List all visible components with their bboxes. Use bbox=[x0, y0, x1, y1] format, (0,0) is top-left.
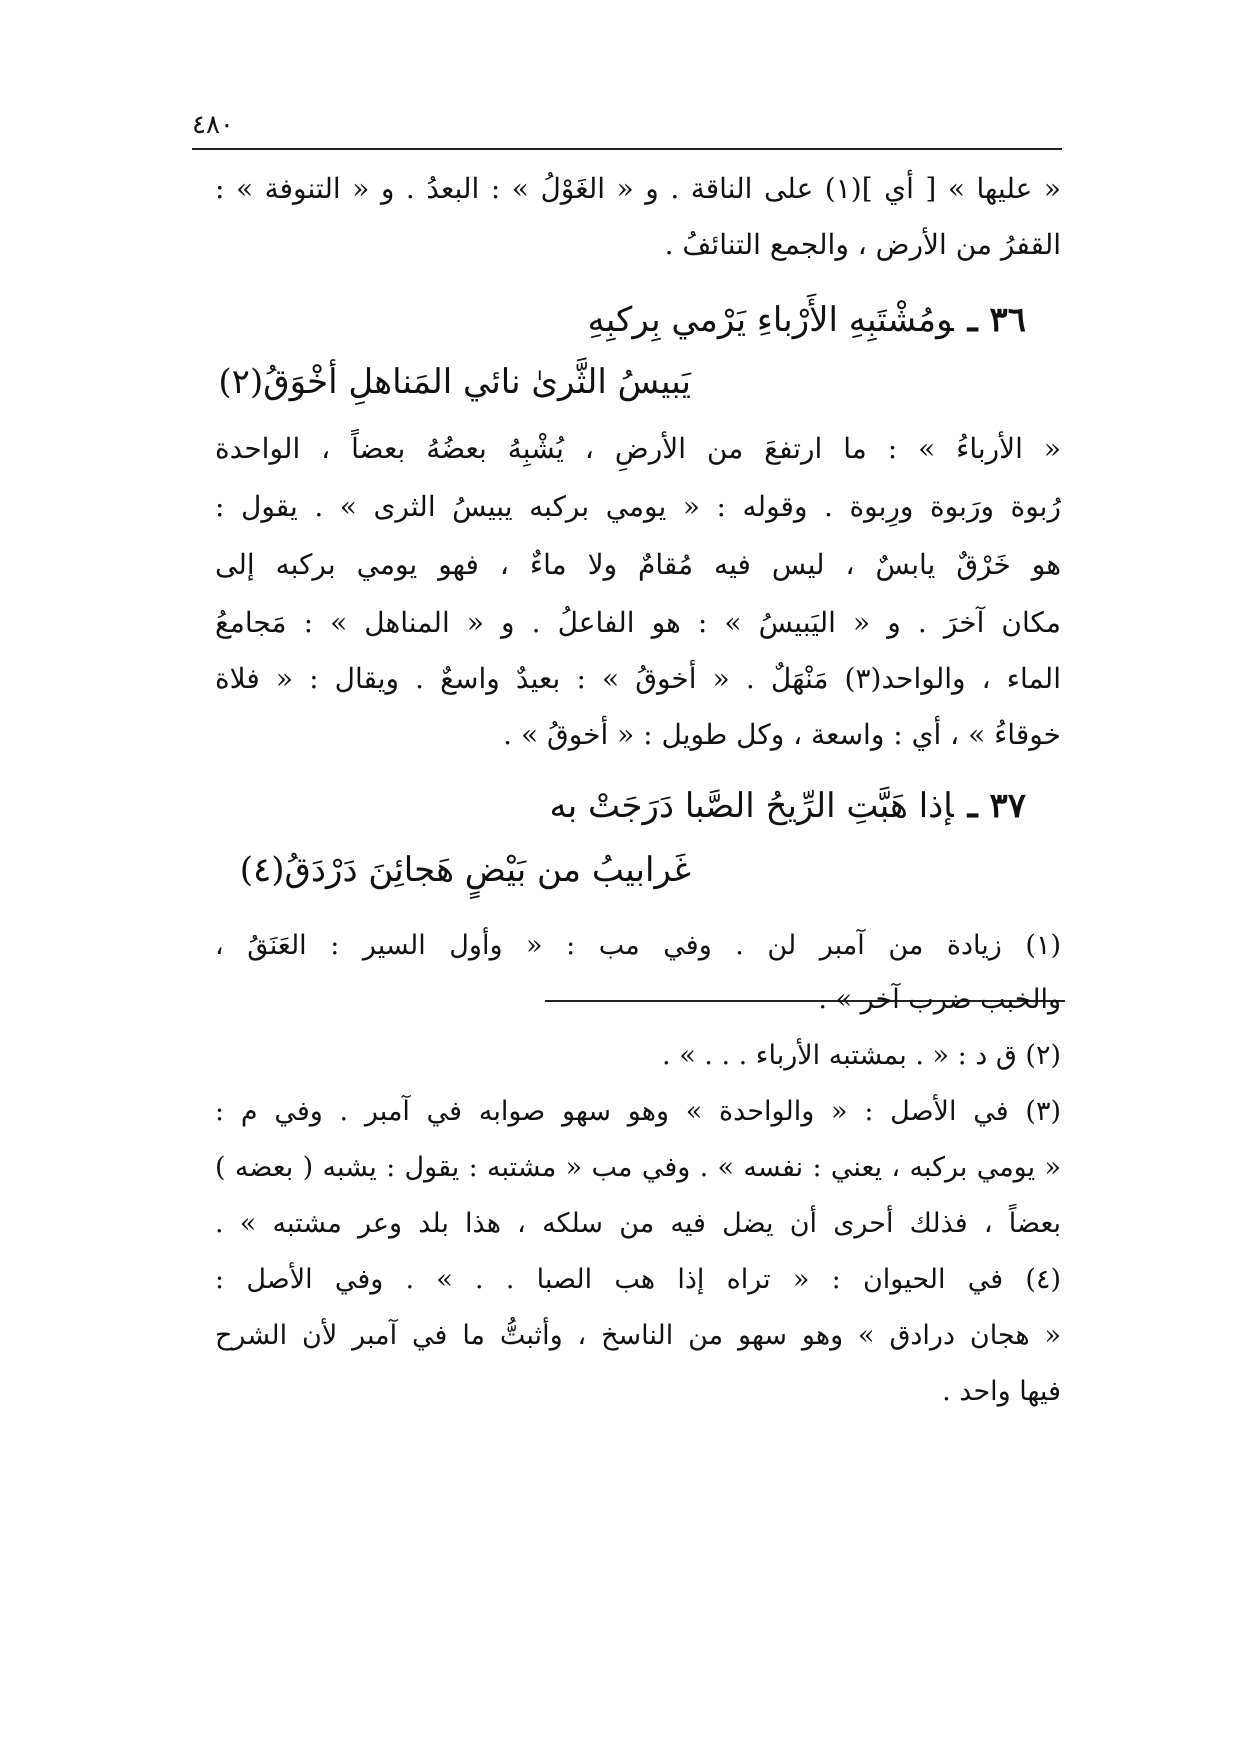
commentary-line: رُبوة ورَبوة ورِبوة . وقوله : « يومي بركبه يبيسُ الثرى » . يقول : bbox=[215, 490, 1061, 523]
footnote-line: « يومي بركبه ، يعني : نفسه » . وفي مب « مشتبه : يقول : يشبه ( بعضه ) bbox=[215, 1152, 1061, 1183]
footnote-line: « هجان درادق » وهو سهو من الناسخ ، وأثبتُّ ما في آمبر لأن الشرح bbox=[215, 1320, 1061, 1351]
header-rule bbox=[192, 148, 1062, 150]
verse-number: ٣٦ ـ bbox=[967, 300, 1026, 340]
commentary-line: مكان آخرَ . و « اليَبيسُ » : هو الفاعلُ . و « المناهل » : مَجامعُ bbox=[215, 606, 1061, 639]
commentary-line: هو خَرْقٌ يابسٌ ، ليس فيه مُقامٌ ولا ماءٌ ، فهو يومي بركبه إلى bbox=[215, 548, 1061, 581]
verse-37-first-hemistich bbox=[550, 786, 1026, 826]
hemistich-text: إذا هَبَّتِ الرِّيحُ الصَّبا دَرَجَتْ به bbox=[549, 786, 954, 826]
footnote-line: (٢) ق د : « . بمشتبه الأرباء . . . » . bbox=[662, 1040, 1061, 1071]
commentary-line: « الأرباءُ » : ما ارتفعَ من الأرضِ ، يُشْبِهُ بعضُهُ بعضاً ، الواحدة bbox=[215, 432, 1061, 465]
footnote-line: فيها واحد . bbox=[942, 1376, 1061, 1407]
verse-36-first-hemistich bbox=[588, 300, 1026, 340]
footnote-line: (٤) في الحيوان : « تراه إذا هب الصبا . . » . وفي الأصل : bbox=[215, 1264, 1061, 1295]
page-number: ٤٨٠ bbox=[192, 110, 234, 140]
verse-36-second-hemistich: يَبيسُ الثَّرىٰ نائي المَناهلِ أخْوَقُ(٢) bbox=[218, 362, 691, 402]
commentary-line: خوقاءُ » ، أي : واسعة ، وكل طويل : « أخوقُ » . bbox=[503, 718, 1061, 751]
intro-line: « عليها » [ أي ](١) على الناقة . و « الغَوْلُ » : البعدُ . و « التنوفة » : bbox=[215, 172, 1062, 205]
footnote-line: والخبب ضرب آخر » . bbox=[818, 984, 1061, 1015]
footnote-line: (٣) في الأصل : « والواحدة » وهو سهو صوابه في آمبر . وفي م : bbox=[215, 1096, 1061, 1127]
footnote-line: بعضاً ، فذلك أحرى أن يضل فيه من سلكه ، هذا بلد وعر مشتبه » . bbox=[215, 1208, 1061, 1239]
commentary-line: الماء ، والواحد(٣) مَنْهَلٌ . « أخوقُ » : بعيدٌ واسعٌ . ويقال : « فلاة bbox=[215, 662, 1061, 695]
verse-number: ٣٧ ـ bbox=[967, 786, 1026, 826]
footnote-line: (١) زيادة من آمبر لن . وفي مب : « وأول السير : العَنَقُ ، bbox=[215, 930, 1061, 961]
verse-37-second-hemistich: غَرابيبُ من بَيْضٍ هَجائِنَ دَرْدَقُ(٤) bbox=[239, 850, 691, 890]
intro-line: القفرُ من الأرض ، والجمع التنائفُ . bbox=[664, 228, 1061, 261]
hemistich-text: ومُشْتَبِهِ الأَرْباءِ يَرْمي بِركبِهِ bbox=[587, 300, 954, 340]
